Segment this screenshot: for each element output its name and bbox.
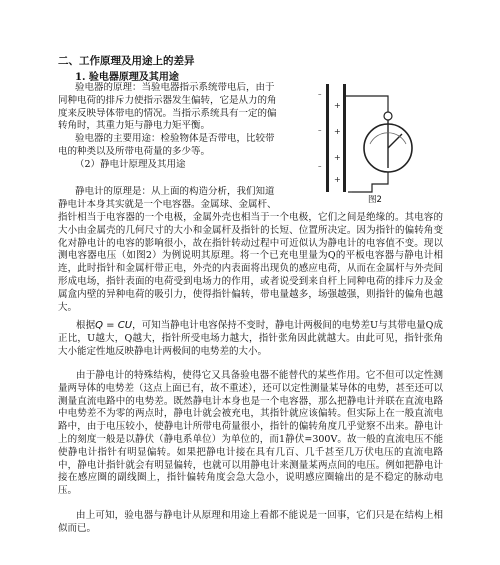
section-title: 二、工作原理及用途上的差异 <box>58 55 195 67</box>
usage-paragraph: 由于静电计的特殊结构，使得它又具备验电器不能替代的某些作用。它不但可以定性测量两导体的电势差（这点上面已有，故不重述），还可以定性测量某导体的电势，甚至还可以测量直流电路中的电势差。既然静电计本身也是一个电容器，那么把静电计并联在直流电路中电势差不为零的两点时，静电计就会被充电，其指针就应该偏转。但实际上在一般直流电路中，由于电压较小，使静电计所带电荷量很小，指针的偏转角度几乎觉察不出来。静电计上的刻度一般是以静伏（静电系单位）为单位的，而1静伏=300V。故一般的直流电压不能使静电计指针有明显偏转。如果把静电计接在具有几百、几千甚至几万伏电压的直流电路中，静电计指针就会有明显偏转，也就可以用静电计来测量某两点间的电压。例如把静电计接在感应圈的副线圈上，指针偏转角度会急大急小，说明感应圈输出的是不稳定的脉动电压。 <box>58 370 443 497</box>
intro-line: 验电器的主要用途：检验物体是否带电，比较带 <box>75 133 275 145</box>
minus-sign: – <box>318 126 322 134</box>
intro-block <box>58 82 298 172</box>
plus-sign: + <box>334 153 341 162</box>
electrometer-intro <box>58 186 308 212</box>
plus-sign: + <box>334 101 341 110</box>
formula-paragraph <box>58 320 443 358</box>
minus-sign: – <box>318 162 322 170</box>
conclusion-paragraph: 由上可知，验电器与静电计从原理和用途上看都不能说是一回事，它们只是在结构上相似而已。 <box>58 510 443 534</box>
figure-caption: 图2 <box>368 195 382 205</box>
plus-sign: + <box>334 175 341 184</box>
intro-line: 电的种类以及所带电荷量的多少等。 <box>58 145 211 157</box>
formula-prefix: 根据 <box>76 320 96 331</box>
intro-line: 验电器的原理：当验电器指示系统带电后，由于 <box>75 82 275 93</box>
sub-title: 1. 验电器原理及其用途 <box>75 72 179 83</box>
capacitor-plate-right <box>343 84 346 192</box>
ground-wire <box>352 172 388 192</box>
intro-line: （2）静电计原理及其用途 <box>75 158 186 170</box>
intro-line: 转角时，其重力矩与静电力矩平衡。 <box>58 120 211 132</box>
main-paragraph: 指针相当于电容器的一个电极，金属外壳也相当于一个电极，它们之间是绝缘的。其电容的大小由金属壳的几何尺寸的大小和金属杆及指针的长短、位置所决定。因为指针的偏转角变化对静电计的电容的影响很小，故在指针转动过程中可近似认为静电计的电容值不变。现以测电容器电压（如图2）为例说明其原理。将一个已充电里量为Q的平板电容器与静电计相连，此时指针和金属杆带正电，外壳的内表面将出现负的感应电荷，从而在金属杆与外壳间形成电场，指针表面的电荷受到电场力的作用，或者说受到来自杆上同种电荷的排斥力及金属盒内壁的异种电荷的吸引力，使得指针偏转，带电量越多，场强越强，则指针的偏角也越大。 <box>58 212 443 313</box>
minus-sign: – <box>318 90 322 98</box>
plus-sign: + <box>334 127 341 136</box>
metal-ball <box>384 112 392 120</box>
formula-text <box>58 320 443 358</box>
electrometer-figure <box>296 76 426 196</box>
electrometer-line: 静电计的原理是：从上面的构造分析，我们知道 <box>75 186 275 197</box>
formula-q-cu: Q = CU <box>95 320 133 331</box>
intro-line: 度来反映导体带电的情况。当指示系统具有一定的偏 <box>58 107 277 119</box>
electrometer-line: 静电计本身其实就是一个电容器。金属球、金属杆、 <box>58 198 277 210</box>
capacitor-plate-left <box>326 84 329 192</box>
connecting-wire <box>346 96 388 112</box>
intro-line: 同种电荷的排斥力使指示器发生偏转，它是从力的角 <box>58 94 277 106</box>
formula-suffix: ，可知当静电计电容保持不变时，静电计两极间的电势差U与其带电量Q成正比，U越大，Q越大，指针所受电场力越大，指针张角因此就越大。由此可见，指针张角大小能定性地反映静电计两极间的电势差的大小。 <box>58 320 443 357</box>
